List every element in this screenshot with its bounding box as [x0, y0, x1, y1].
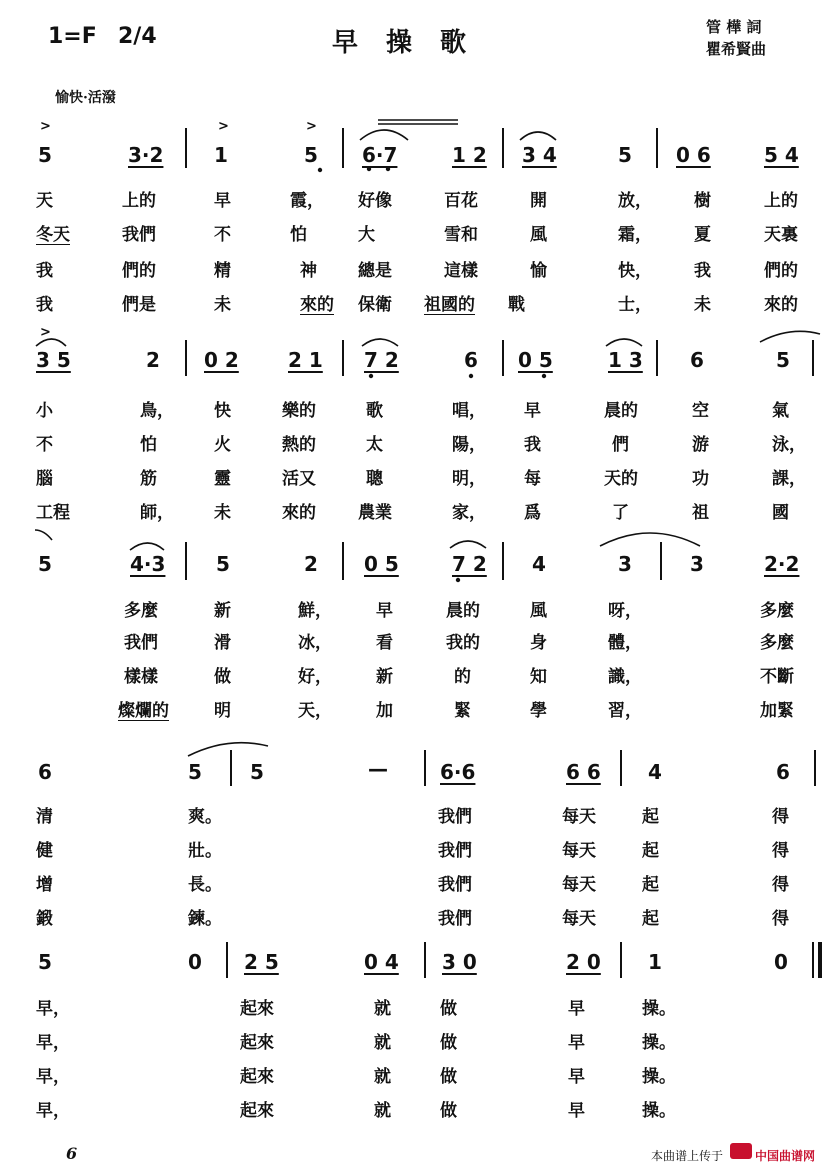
- note: 2 1: [288, 348, 323, 372]
- slur: [360, 130, 408, 140]
- note: 5: [618, 143, 632, 167]
- octave-dot: [367, 167, 371, 171]
- lyric: 風: [530, 225, 547, 245]
- lyric: 大: [358, 225, 375, 245]
- lyric: 做: [440, 999, 457, 1019]
- note: 2: [304, 552, 318, 576]
- lyric: 多麼: [124, 601, 158, 621]
- slur: [362, 339, 398, 346]
- lyric: 做: [214, 667, 231, 687]
- site-logo-icon: [730, 1143, 752, 1159]
- slur: [600, 533, 700, 546]
- lyric: 增: [36, 875, 53, 895]
- site-name: 中国曲谱网: [755, 1149, 816, 1163]
- lyric: 健: [36, 841, 53, 861]
- lyric: 唱，: [452, 401, 486, 421]
- lyric: 早: [524, 401, 541, 421]
- octave-dot: [469, 374, 473, 378]
- lyric: 就: [374, 999, 391, 1019]
- octave-dot: [542, 374, 546, 378]
- lyric: 我: [524, 435, 541, 455]
- lyric: 晨的: [446, 601, 480, 621]
- note: 3 5: [36, 348, 71, 372]
- lyric: 放，: [618, 191, 652, 211]
- lyric: 農業: [358, 503, 392, 523]
- lyric: 操。: [642, 1033, 676, 1053]
- note: 0 4: [364, 950, 399, 974]
- lyric: 不斷: [760, 667, 794, 687]
- lyric: 冰，: [298, 633, 332, 653]
- lyric: 清: [36, 807, 53, 827]
- lyric: 我們: [438, 807, 472, 827]
- lyric: 早，: [36, 1067, 70, 1087]
- lyric: 快: [214, 401, 231, 421]
- lyric: 們: [612, 435, 629, 455]
- note: 6 6: [566, 760, 601, 784]
- note: 5: [776, 348, 790, 372]
- lyric: 操。: [642, 1101, 676, 1121]
- lyric: 陽，: [452, 435, 486, 455]
- note: 0 5: [364, 552, 399, 576]
- lyric: 學: [530, 701, 547, 721]
- lyricist-credit: 管 樺 詞: [706, 18, 762, 36]
- lyric: 就: [374, 1067, 391, 1087]
- upload-note: 本曲谱上传于: [651, 1149, 724, 1163]
- time-signature: 2/4: [118, 24, 157, 49]
- note: 5: [38, 552, 52, 576]
- lyric: 鳥，: [140, 401, 174, 421]
- note: 5: [216, 552, 230, 576]
- slur: [450, 541, 486, 548]
- lyric: 起來: [240, 999, 274, 1019]
- accent-mark: >: [306, 119, 317, 134]
- note: 5: [250, 760, 264, 784]
- lyric: 國: [772, 503, 789, 523]
- lyric: 我: [36, 295, 53, 315]
- lyric: 燦爛的: [118, 701, 169, 721]
- note: 4·3: [130, 552, 166, 576]
- lyric: 雪和: [444, 225, 478, 245]
- note: 6: [690, 348, 704, 372]
- lyric: 我們: [438, 841, 472, 861]
- lyric: 了: [612, 503, 629, 523]
- lyric: 新: [214, 601, 231, 621]
- note: 3·2: [128, 143, 164, 167]
- lyric: 樣樣: [124, 667, 158, 687]
- lyric: 們是: [122, 295, 156, 315]
- lyric: 我們: [438, 909, 472, 929]
- note: 7 2: [452, 552, 487, 576]
- lyric: 我: [36, 261, 53, 281]
- lyric: 總是: [358, 261, 392, 281]
- lyric: 做: [440, 1033, 457, 1053]
- lyric: 火: [214, 435, 231, 455]
- page-number: 6: [66, 1144, 78, 1163]
- lyric: 神: [300, 261, 317, 281]
- slur: [35, 530, 52, 540]
- lyric: 不: [214, 225, 231, 245]
- lyric: 得: [772, 875, 789, 895]
- lyric: 們的: [122, 261, 156, 281]
- lyric: 多麼: [760, 633, 794, 653]
- lyric: 開: [530, 191, 547, 211]
- lyric: 歌: [366, 401, 383, 421]
- tie-line: [378, 120, 458, 124]
- slur: [760, 331, 820, 342]
- lyric: 來的: [282, 503, 316, 523]
- lyric: 每天: [562, 807, 596, 827]
- note: 6·6: [440, 760, 476, 784]
- lyric: 早，: [36, 999, 70, 1019]
- lyric: 活又: [282, 469, 316, 489]
- lyric: 好像: [358, 191, 392, 211]
- lyric: 來的: [764, 295, 798, 315]
- octave-dot: [369, 374, 373, 378]
- lyric: 好，: [298, 667, 332, 687]
- lyric: 我: [694, 261, 711, 281]
- note: 1: [214, 143, 228, 167]
- lyric: 呀，: [608, 601, 642, 621]
- lyric: 未: [694, 295, 711, 315]
- lyric: 得: [772, 841, 789, 861]
- octave-dot: [386, 167, 390, 171]
- lyric: 上的: [764, 191, 798, 211]
- lyric: 風: [530, 601, 547, 621]
- note: 5: [38, 143, 52, 167]
- note: 3: [618, 552, 632, 576]
- lyric: 快，: [618, 261, 652, 281]
- lyric: 保衛: [358, 295, 392, 315]
- lyric: 每天: [562, 841, 596, 861]
- lyric: 就: [374, 1033, 391, 1053]
- note: 2·2: [764, 552, 800, 576]
- lyric: 霞，: [290, 191, 324, 211]
- lyric: 每: [524, 469, 541, 489]
- lyric: 筋: [140, 469, 157, 489]
- lyric: 每天: [562, 909, 596, 929]
- note: 0 5: [518, 348, 553, 372]
- lyric: 起: [642, 875, 659, 895]
- note: 2: [146, 348, 160, 372]
- lyric: 士，: [618, 295, 652, 315]
- lyric: 早: [568, 1067, 585, 1087]
- accent-mark: >: [40, 119, 51, 134]
- lyric: 愉: [530, 261, 547, 281]
- lyric: 天: [36, 191, 53, 211]
- lyric: 識，: [608, 667, 642, 687]
- lyric: 不: [36, 435, 53, 455]
- note: 5: [188, 760, 202, 784]
- lyric: 夏: [694, 225, 711, 245]
- note: 6·7: [362, 143, 398, 167]
- slur: [606, 339, 642, 346]
- note: 0: [774, 950, 788, 974]
- lyric: 看: [376, 633, 393, 653]
- lyric: 精: [214, 261, 231, 281]
- lyric: 明，: [452, 469, 486, 489]
- lyric: 功: [692, 469, 709, 489]
- lyric: 游: [692, 435, 709, 455]
- song-title: 早操歌: [332, 28, 495, 58]
- composer-credit: 瞿希賢曲: [706, 40, 767, 58]
- note: 0 6: [676, 143, 711, 167]
- lyric: 我們: [124, 633, 158, 653]
- lyric: 天，: [298, 701, 332, 721]
- lyric: 爽。: [188, 807, 222, 827]
- lyric: 起: [642, 841, 659, 861]
- accent-mark: >: [218, 119, 229, 134]
- note: 6: [776, 760, 790, 784]
- accent-mark: >: [40, 325, 51, 340]
- note: 6: [464, 348, 478, 372]
- lyric: 我們: [122, 225, 156, 245]
- lyric: 祖: [692, 503, 709, 523]
- slur: [36, 339, 66, 346]
- lyric: 長。: [188, 875, 222, 895]
- note: 1 2: [452, 143, 487, 167]
- lyric: 怕: [140, 435, 157, 455]
- lyric: 冬天: [36, 225, 70, 245]
- lyric: 怕: [290, 225, 307, 245]
- note: 7 2: [364, 348, 399, 372]
- note: 5: [38, 950, 52, 974]
- lyric: 霜，: [618, 225, 652, 245]
- lyric: 晨的: [604, 401, 638, 421]
- lyric: 爲: [524, 503, 541, 523]
- lyric: 起來: [240, 1101, 274, 1121]
- lyric: 起來: [240, 1033, 274, 1053]
- note: 0 2: [204, 348, 239, 372]
- lyric: 聰: [366, 469, 383, 489]
- lyric: 早: [568, 999, 585, 1019]
- lyric: 多麼: [760, 601, 794, 621]
- lyric: 壯。: [188, 841, 222, 861]
- lyric: 戰: [508, 295, 525, 315]
- lyric: 家，: [452, 503, 486, 523]
- lyric: 得: [772, 807, 789, 827]
- lyric: 早: [568, 1101, 585, 1121]
- note: 3 0: [442, 950, 477, 974]
- lyric: 早，: [36, 1101, 70, 1121]
- lyric: 未: [214, 295, 231, 315]
- lyric: 得: [772, 909, 789, 929]
- lyric: 空: [692, 401, 709, 421]
- lyric: 明: [214, 701, 231, 721]
- lyric: 熱的: [282, 435, 316, 455]
- lyric: 操。: [642, 999, 676, 1019]
- note: 1: [648, 950, 662, 974]
- note: 1 3: [608, 348, 643, 372]
- note: 3 4: [522, 143, 557, 167]
- key-signature: 1=F: [48, 24, 97, 49]
- lyric: 起: [642, 909, 659, 929]
- note: 4: [648, 760, 662, 784]
- lyric: 身: [530, 633, 547, 653]
- note: 5 4: [764, 143, 799, 167]
- lyric: 滑: [214, 633, 231, 653]
- tempo-marking: 愉快·活潑: [55, 90, 116, 106]
- octave-dot: [318, 168, 322, 172]
- lyric: 的: [454, 667, 471, 687]
- note: 2 0: [566, 950, 601, 974]
- lyric: 早，: [36, 1033, 70, 1053]
- lyric: 早: [568, 1033, 585, 1053]
- lyric: 做: [440, 1101, 457, 1121]
- note: 3: [690, 552, 704, 576]
- lyric: 腦: [36, 469, 53, 489]
- lyric: 樹: [694, 191, 711, 211]
- lyric: 百花: [444, 191, 478, 211]
- lyric: 早: [214, 191, 231, 211]
- note: 4: [532, 552, 546, 576]
- lyric: 每天: [562, 875, 596, 895]
- lyric: 鍛: [36, 909, 53, 929]
- slur: [188, 743, 268, 756]
- note: 6: [38, 760, 52, 784]
- lyric: 們的: [764, 261, 798, 281]
- note: 0: [188, 950, 202, 974]
- lyric: 鮮，: [298, 601, 332, 621]
- lyric: 做: [440, 1067, 457, 1087]
- lyric: 起: [642, 807, 659, 827]
- lyric: 太: [366, 435, 383, 455]
- octave-dot: [456, 578, 460, 582]
- lyric: 新: [376, 667, 393, 687]
- lyric: 早: [376, 601, 393, 621]
- lyric: 氣: [772, 401, 789, 421]
- lyric: 體，: [608, 633, 642, 653]
- lyric: 操。: [642, 1067, 676, 1087]
- note: —: [368, 757, 388, 781]
- lyric: 我的: [446, 633, 480, 653]
- slur: [130, 543, 164, 550]
- lyric: 緊: [454, 701, 471, 721]
- lyric: 泳，: [772, 435, 806, 455]
- lyric: 工程: [36, 503, 70, 523]
- lyric: 師，: [140, 503, 174, 523]
- lyric: 樂的: [282, 401, 316, 421]
- lyric: 上的: [122, 191, 156, 211]
- note: 2 5: [244, 950, 279, 974]
- lyric: 起來: [240, 1067, 274, 1087]
- lyric: 未: [214, 503, 231, 523]
- lyric: 就: [374, 1101, 391, 1121]
- lyric: 靈: [214, 469, 231, 489]
- lyric: 我們: [438, 875, 472, 895]
- lyric: 習，: [608, 701, 642, 721]
- lyric: 天的: [604, 469, 638, 489]
- note: 5: [304, 143, 318, 167]
- lyric: 這樣: [444, 261, 478, 281]
- lyric: 加緊: [760, 701, 794, 721]
- lyric: 鍊。: [188, 909, 222, 929]
- lyric: 祖國的: [424, 295, 475, 315]
- lyric: 知: [530, 667, 547, 687]
- lyric: 加: [376, 701, 393, 721]
- lyric: 小: [36, 401, 53, 421]
- lyric: 天裏: [764, 225, 798, 245]
- lyric: 來的: [300, 295, 334, 315]
- lyric: 課，: [772, 469, 806, 489]
- slur: [520, 132, 556, 140]
